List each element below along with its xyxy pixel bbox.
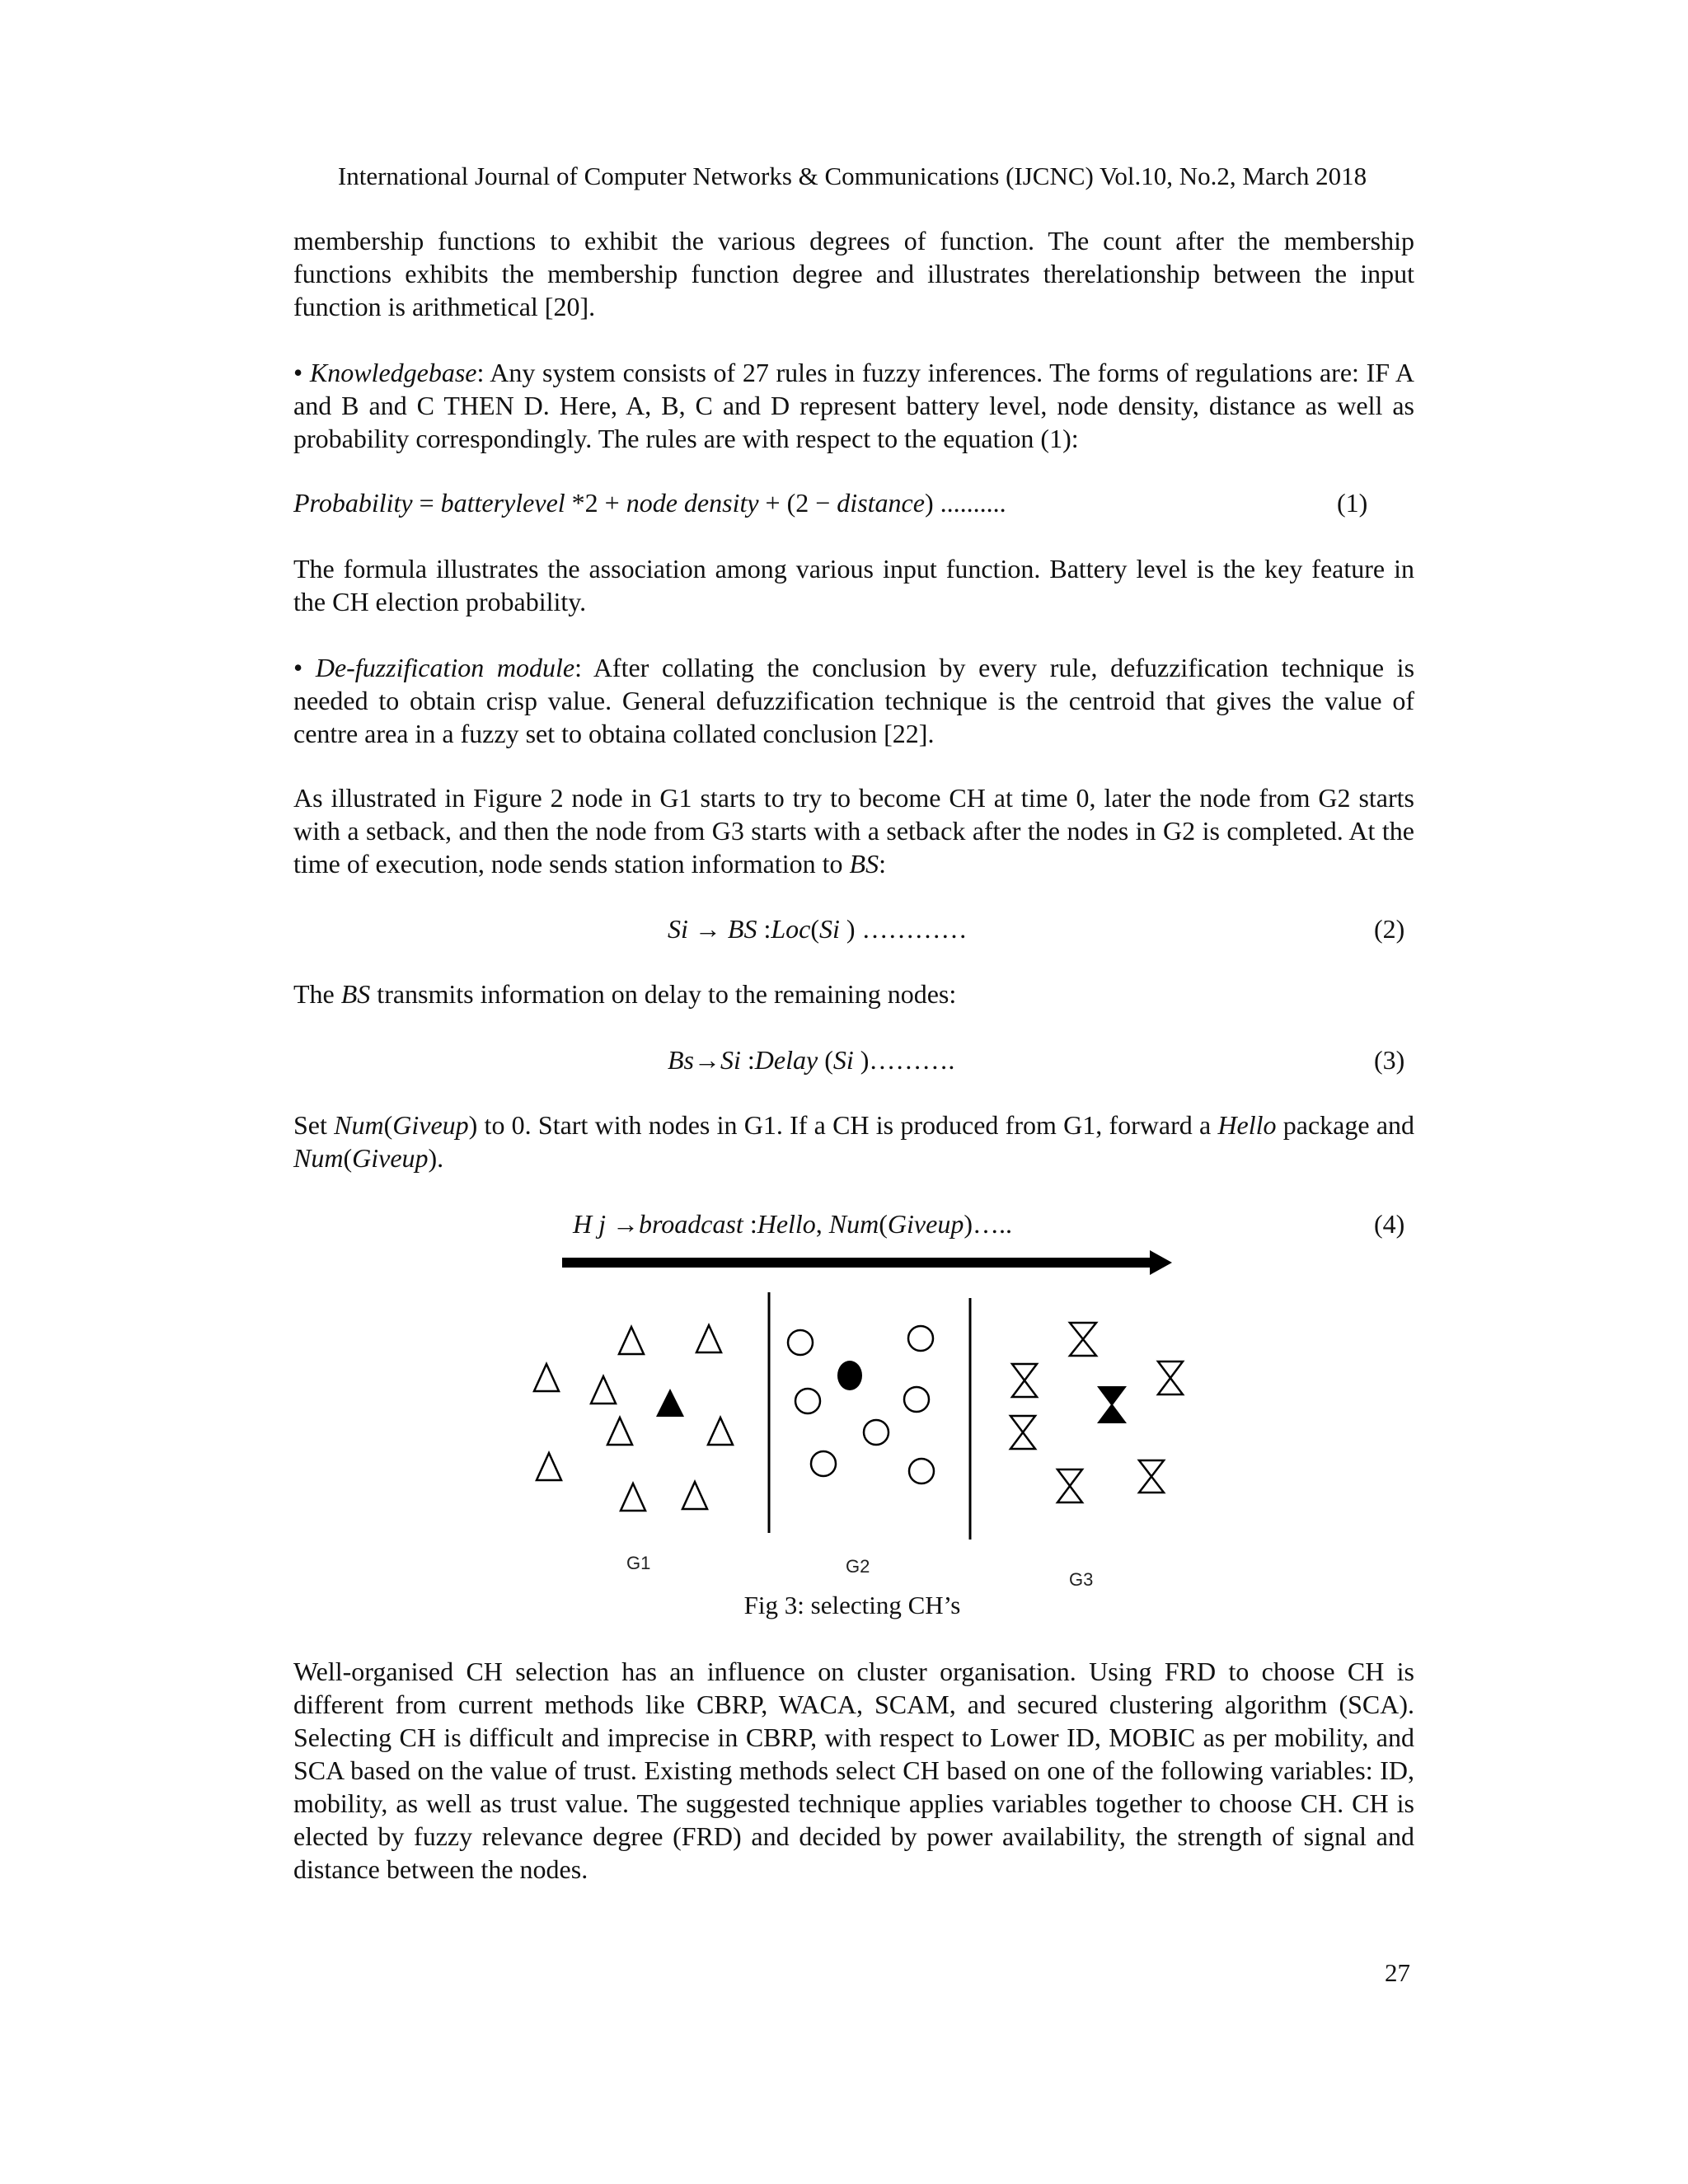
- circle-node: [909, 1459, 934, 1483]
- paren: (: [343, 1143, 353, 1173]
- group-label-g3: G3: [1069, 1569, 1094, 1590]
- term-giveup: Giveup: [392, 1110, 469, 1140]
- paragraph-bs-transmit: [293, 977, 1414, 1010]
- g3-nodes: [1010, 1323, 1183, 1502]
- hourglass-node: [1057, 1469, 1082, 1502]
- triangle-node: [621, 1483, 645, 1511]
- figure-ch-selection: [511, 1249, 1187, 1595]
- eq1-equals: =: [412, 488, 441, 518]
- eq3-si: Si: [832, 1045, 854, 1075]
- eq1-paren-open: + (2 −: [758, 488, 837, 518]
- bullet: •: [293, 358, 310, 387]
- hourglass-node: [1012, 1364, 1037, 1397]
- triangle-node: [708, 1418, 733, 1445]
- eq4-broadcast: H j →broadcast: [573, 1209, 743, 1239]
- triangle-node: [534, 1364, 559, 1391]
- page-number: 27: [1385, 1958, 1410, 1987]
- eq2-paren: (: [810, 914, 819, 944]
- knowledgebase-text: : Any system consists of 27 rules in fuzzy inferences. The forms of regulations are: IF A and B and C THEN D. Here, A, B, C and D represent battery level, node density, distance as well as probability correspondingly. The rules are with respect to the equation (1):: [293, 358, 1415, 453]
- equation-2-number: (2): [1374, 914, 1405, 944]
- journal-header: International Journal of Computer Networks & Communications (IJCNC) Vol.10, No.2, March 2018: [337, 162, 1367, 190]
- eq4-num: Num: [828, 1209, 879, 1239]
- triangle-node: [607, 1418, 632, 1445]
- eq2-si: Si: [668, 914, 688, 944]
- giveup-prefix: Set: [293, 1110, 335, 1140]
- eq2-colon: :: [757, 914, 771, 944]
- eq2-arrow: →: [687, 914, 728, 944]
- eq2-bs: BS: [727, 914, 757, 944]
- triangle-node: [619, 1327, 644, 1354]
- eq1-node-density: node density: [626, 488, 759, 518]
- equation-3-number: (3): [1374, 1045, 1405, 1075]
- figure-caption: Fig 3: selecting CH’s: [743, 1591, 961, 1619]
- hourglass-node: [1139, 1460, 1164, 1493]
- paragraph-knowledgebase: [293, 356, 1414, 455]
- paragraph-ch-selection: Well-organised CH selection has an influence on cluster organisation. Using FRD to choose CH is different from current methods like CBRP, WACA, SCAM, and secured clustering algorithm (SCA). Selecting CH is difficult and imprecise in CBRP, with respect to Lower ID, MOBIC as per mobility, and SCA based on the value of trust. Existing methods select CH based on one of the following variables: ID, mobility, as well as trust value. The suggested technique applies variables together to choose CH. CH is elected by fuzzy relevance degree (FRD) and decided by power availability, the strength of signal and distance between the nodes.: [293, 1657, 1414, 1884]
- g1-nodes: [534, 1325, 733, 1511]
- paragraph-formula: The formula illustrates the association among various input function. Battery level is the key feature in the CH election probability.: [293, 554, 1414, 616]
- cluster-head-circle: [837, 1361, 862, 1390]
- paragraph-figure2: [293, 781, 1414, 880]
- eq1-close: ) ..........: [924, 488, 1006, 518]
- term-defuzzification: De-fuzzification module: [315, 653, 575, 682]
- paragraph-giveup: [293, 1108, 1414, 1174]
- paragraph-membership: membership functions to exhibit the various degrees of function. The count after the membership functions exhibits the membership function degree and illustrates therelationship between the input function is arithmetical [20].: [293, 226, 1414, 321]
- equation-1-number: (1): [1337, 488, 1368, 518]
- eq1-times-two: *2 +: [565, 488, 626, 518]
- eq1-distance: distance: [837, 488, 925, 518]
- term-num: Num: [334, 1110, 384, 1140]
- eq2-loc: Loc: [771, 914, 811, 944]
- bs-transmit-text: transmits information on delay to the remaining nodes:: [370, 979, 957, 1009]
- bullet: •: [293, 653, 316, 682]
- eq4-hello: Hello: [757, 1209, 816, 1239]
- eq1-batterylevel: batterylevel: [440, 488, 565, 518]
- equation-4-number: (4): [1374, 1209, 1405, 1239]
- triangle-node: [682, 1482, 707, 1509]
- eq4-close: )…..: [964, 1209, 1012, 1239]
- term-bs: BS: [340, 979, 371, 1009]
- equation-2: [668, 912, 968, 945]
- term-giveup: Giveup: [352, 1143, 429, 1173]
- circle-node: [788, 1330, 813, 1355]
- term-num: Num: [293, 1143, 344, 1173]
- circle-node: [864, 1420, 889, 1445]
- circle-node: [904, 1387, 929, 1412]
- eq3-delay: Delay: [754, 1045, 818, 1075]
- term-knowledgebase: Knowledgebase: [309, 358, 477, 387]
- group-label-g1: G1: [626, 1553, 651, 1573]
- eq2-si-arg: Si: [818, 914, 840, 944]
- hourglass-node: [1158, 1361, 1183, 1394]
- circle-node: [795, 1389, 820, 1413]
- eq3-close: )……….: [853, 1045, 955, 1075]
- term-bs: BS: [849, 849, 879, 879]
- hourglass-node: [1010, 1416, 1035, 1449]
- eq4-comma: ,: [815, 1209, 829, 1239]
- term-hello: Hello: [1217, 1110, 1277, 1140]
- bs-transmit-prefix: The: [293, 979, 341, 1009]
- defuzzification-text: : After collating the conclusion by every rule, defuzzification technique is needed to obtain crisp value. General defuzzification technique is the centroid that gives the value of centre area in a fuzzy set to obtaina collated conclusion [22].: [293, 653, 1415, 748]
- figure2-colon: :: [879, 849, 886, 879]
- figure2-text: As illustrated in Figure 2 node in G1 starts to try to become CH at time 0, later the node from G2 starts with a setback, and then the node from G3 starts with a setback after the nodes in G2 is completed. At the time of execution, node sends station information to: [293, 783, 1414, 879]
- broadcast-arrow: [562, 1250, 1172, 1275]
- cluster-head-triangle: [656, 1389, 684, 1417]
- hourglass-node: [1070, 1323, 1096, 1356]
- eq3-paren: (: [818, 1045, 833, 1075]
- equation-1: [293, 486, 1006, 519]
- paren: (: [383, 1110, 393, 1140]
- giveup-end: ).: [428, 1143, 444, 1173]
- equation-4: [573, 1207, 1012, 1240]
- giveup-text-2: package and: [1276, 1110, 1415, 1140]
- circle-node: [811, 1451, 836, 1476]
- eq1-probability: Probability: [293, 488, 413, 518]
- eq4-giveup: Giveup: [887, 1209, 964, 1239]
- group-label-g2: G2: [846, 1556, 870, 1577]
- paragraph-defuzzification: [293, 651, 1414, 750]
- giveup-text: ) to 0. Start with nodes in G1. If a CH is produced from G1, forward a: [468, 1110, 1218, 1140]
- eq3-bs-si: Bs→Si: [668, 1045, 741, 1075]
- triangle-node: [537, 1453, 561, 1480]
- eq3-colon: :: [740, 1045, 755, 1075]
- eq2-close: ) …………: [839, 914, 968, 944]
- g2-nodes: [788, 1326, 934, 1483]
- eq4-colon: :: [743, 1209, 757, 1239]
- circle-node: [908, 1326, 933, 1351]
- cluster-head-hourglass: [1099, 1387, 1125, 1422]
- eq4-paren: (: [879, 1209, 888, 1239]
- triangle-node: [696, 1325, 721, 1352]
- triangle-node: [591, 1376, 616, 1404]
- equation-3: [668, 1043, 954, 1076]
